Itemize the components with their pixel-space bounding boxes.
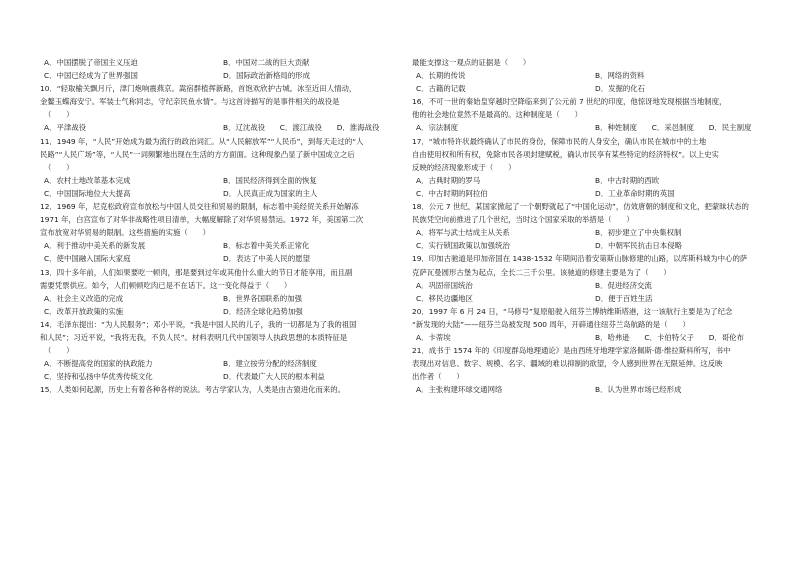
answer-option: A．农村土地改革基本完成 (44, 175, 131, 185)
answer-options-row (40, 305, 398, 318)
question-text-line: 宣布放宽对华贸易的限制。这些措施的实施（ ） (40, 228, 210, 238)
answer-option: C．古籍的记载 (416, 84, 466, 94)
answer-option: A．社会主义改造的完成 (44, 293, 123, 303)
question-text-line: 民族凭空向前推进了几个世纪，当时这个国家采取的举措是（ ） (412, 215, 634, 225)
answer-option: B．世界各国联系的加强 (223, 293, 302, 303)
answer-options-row (40, 370, 398, 383)
question-text-line: 克萨瓦曼圆形古堡为起点，全长二三千公里。该驰道的修建主要是为了（ ） (412, 267, 671, 277)
answer-option: C．使中国融入国际大家庭 (44, 254, 131, 264)
answer-option: C．实行锁国政策以加强统治 (416, 241, 510, 251)
answer-option: C．移民边疆地区 (416, 293, 473, 303)
answer-options-row (40, 56, 398, 69)
answer-option: D．经济全球化趋势加强 (223, 306, 303, 316)
answer-options-row (412, 82, 770, 95)
question-text-line: 反映的经济现象形成于（ ） (412, 162, 516, 172)
answer-option: B．标志着中美关系正常化 (223, 241, 310, 251)
left-column (40, 56, 398, 396)
question-text-line: 1971 年，白宫宣布了对华非战略性项目清单，大幅度解除了对华贸易禁运。1972 年，美国第二次 (40, 215, 364, 225)
answer-options-row (40, 292, 398, 305)
right-column (412, 56, 770, 396)
answer-option: C．坚持和弘扬中华优秀传统文化 (44, 372, 153, 382)
question-text-line: 14．毛泽东提出：“为人民服务”；邓小平说，“我是中国人民的儿子，我的一切都是为了我的祖国 (40, 319, 357, 329)
question-text-line: 金鳌玉蝶海安宁。军装士气称同志，守纪亲民鱼水情”。与这首诗描写的是事件相关的战役是 (40, 97, 340, 107)
question-text-line: 17．“城市特许状最终确认了市民的身份，保障市民的人身安全，确认市民在城市中的土地 (412, 136, 707, 146)
answer-options-row (40, 252, 398, 265)
answer-option: C．改革开放政策的实施 (44, 306, 124, 316)
question-text-line: 19．印加古驰道是印加帝国在 1438-1532 年期间沿着安第斯山脉修建的山路，以库斯科城为中心的萨 (412, 254, 748, 264)
question-text-line: 10．“轻取榆关飘月斤，津门炮响震燕京。嵩宿群植挥新路，首饱欢欣护古城。冰至近田人情动， (40, 84, 357, 94)
answer-options-row (40, 239, 398, 252)
answer-options-row (412, 279, 770, 292)
answer-option: A．利于推动中美关系的新发展 (44, 241, 146, 251)
answer-option: A．长期的传说 (416, 71, 466, 81)
question-text-line: 21．成书于 1574 年的《印度群岛地理通论》是由西班牙地理学家洛佩斯·德·维拉斯科所写，书中 (412, 346, 731, 356)
answer-options-row (412, 383, 770, 396)
answer-option: A．巩固帝国统治 (416, 280, 473, 290)
answer-option: B．辽沈战役 C．渡江战役 D．淮海战役 (223, 123, 380, 133)
answer-option: A．中国摆脱了帝国主义压迫 (44, 58, 138, 67)
answer-option: B．初步建立了中央集权制 (595, 228, 682, 238)
answer-option: D．便于百姓生活 (595, 293, 653, 303)
answer-option: D．发掘的化石 (595, 84, 646, 94)
answer-option: B．国民经济得到全面的恢复 (223, 175, 317, 185)
answer-option: C．中国国际地位大大提高 (44, 188, 131, 198)
answer-option: A．古典时期的罗马 (416, 175, 481, 185)
answer-option: A．宗法制度 (416, 123, 459, 133)
answer-option: B．认为世界市场已经形成 (595, 385, 682, 395)
answer-options-row (412, 331, 770, 344)
answer-options-row (412, 292, 770, 305)
answer-option: D．国际政治新格局的形成 (223, 71, 310, 81)
question-text-line: 民路”“人民广场”等，“人民”一词频繁地出现在生活的方方面面。这种现象凸显了新中国成立之后 (40, 149, 355, 159)
question-text-line: 15．人类如何起源，历史上有着各种各样的说法。考古学家认为，人类是由古猿进化而来的。 (40, 385, 346, 395)
answer-option: A．不断提高党的国家的执政能力 (44, 359, 153, 369)
answer-option: B．建立按劳分配的经济制度 (223, 359, 317, 369)
answer-option: C．中国已经成为了世界强国 (44, 71, 138, 81)
answer-option: B．哈弗逊 C．卡伯特父子 D．哥伦布 (595, 332, 744, 342)
question-text-line: 他的社会地位竟然不是最高的。这种制度是（ ） (412, 110, 582, 120)
question-text-line: 16．不可一世的秦始皇穿越时空降临来到了公元前 7 世纪的印度，他惊讶地发现根据当地制度， (412, 97, 727, 107)
answer-options-row (40, 187, 398, 200)
answer-option: D．代表最广大人民的根本利益 (223, 372, 325, 382)
answer-option: B．中古时期的西欧 (595, 175, 660, 185)
answer-options-row (412, 121, 770, 134)
question-text-line: 自由使用权和所有权，免除市民各项封建赋税，确认市民享有某些特定的经济特权”。以上史实 (412, 149, 719, 159)
answer-options-row (40, 174, 398, 187)
question-text-line: 13．四十多年前，人们如果要吃一顿肉，那是要到过年或其他什么重大的节日才能享用，而且副 (40, 267, 353, 277)
answer-options-row (40, 357, 398, 370)
answer-option: B．中国对二战的巨大贡献 (223, 58, 310, 67)
answer-option: D．表达了中美人民的愿望 (223, 254, 310, 264)
question-text-line: 12．1969 年，尼克松政府宣布放松与中国人员交往和贸易的限制，标志着中美经贸关系开始解冻 (40, 202, 359, 212)
question-text-line: 11．1949 年，“人民”开始成为最为流行的政治词汇。从“人民解放军”“人民币”，到每天走过的“人 (40, 136, 364, 146)
answer-option: D．工业革命时期的英国 (595, 188, 675, 198)
answer-option: B．促进经济交流 (595, 280, 652, 290)
answer-option: A．将军与武士结成主从关系 (416, 228, 510, 238)
question-text-line: （ ） (44, 110, 74, 120)
answer-option: D．人民真正成为国家的主人 (223, 188, 318, 198)
question-text-line: 和人民”；习近平说，“我将无我，不负人民”。材料表明几代中国领导人执政思想的本质特征是 (40, 332, 348, 342)
answer-option: B．种姓制度 C．采邑制度 D．民主制度 (595, 123, 752, 133)
answer-option: C．中古时期的阿拉伯 (416, 188, 488, 198)
answer-option: D．中朝军民抗击日本侵略 (595, 241, 682, 251)
question-text-line: （ ） (44, 346, 74, 356)
answer-options-row (412, 239, 770, 252)
question-text-line: 20．1997 年 6 月 24 日，“马修号”复原船驶入纽芬兰博纳维斯塔港，这一该航行主要是为了纪念 (412, 306, 733, 316)
question-text-line: “新发现的大陆”——纽芬兰岛被发现 500 周年，开辟通往纽芬兰岛航路的是（ ） (412, 319, 690, 329)
answer-option: B．网络的资料 (595, 71, 645, 81)
question-text-line: 18．公元 7 世纪，某国家掀起了一个朝野就起了“中国化运动”，仿效唐朝的制度和文化，把蒙昧状态的 (412, 202, 749, 212)
question-text-line: 出作者（ ） (412, 372, 464, 382)
answer-options-row (40, 69, 398, 82)
answer-option: A．主张构建环球交通网络 (416, 385, 503, 395)
answer-options-row (412, 187, 770, 200)
question-text-line: 最能支撑这一观点的证据是（ ） (412, 58, 531, 67)
question-text-line: （ ） (44, 162, 74, 172)
answer-options-row (40, 121, 398, 134)
answer-options-row (412, 174, 770, 187)
answer-option: A．平津战役 (44, 123, 87, 133)
question-text-line: 表现出对信息、数字、规模、名字、疆域的难以抑制的欲望，令人感到世界在无限延伸。这反映 (412, 359, 723, 369)
answer-option: A．卡蒂埃 (416, 332, 451, 342)
answer-options-row (412, 69, 770, 82)
answer-options-row (412, 226, 770, 239)
question-text-line: 需要凭票供应。如今，人们顿顿吃肉已是不在话下。这一变化得益于（ ） (40, 280, 292, 290)
